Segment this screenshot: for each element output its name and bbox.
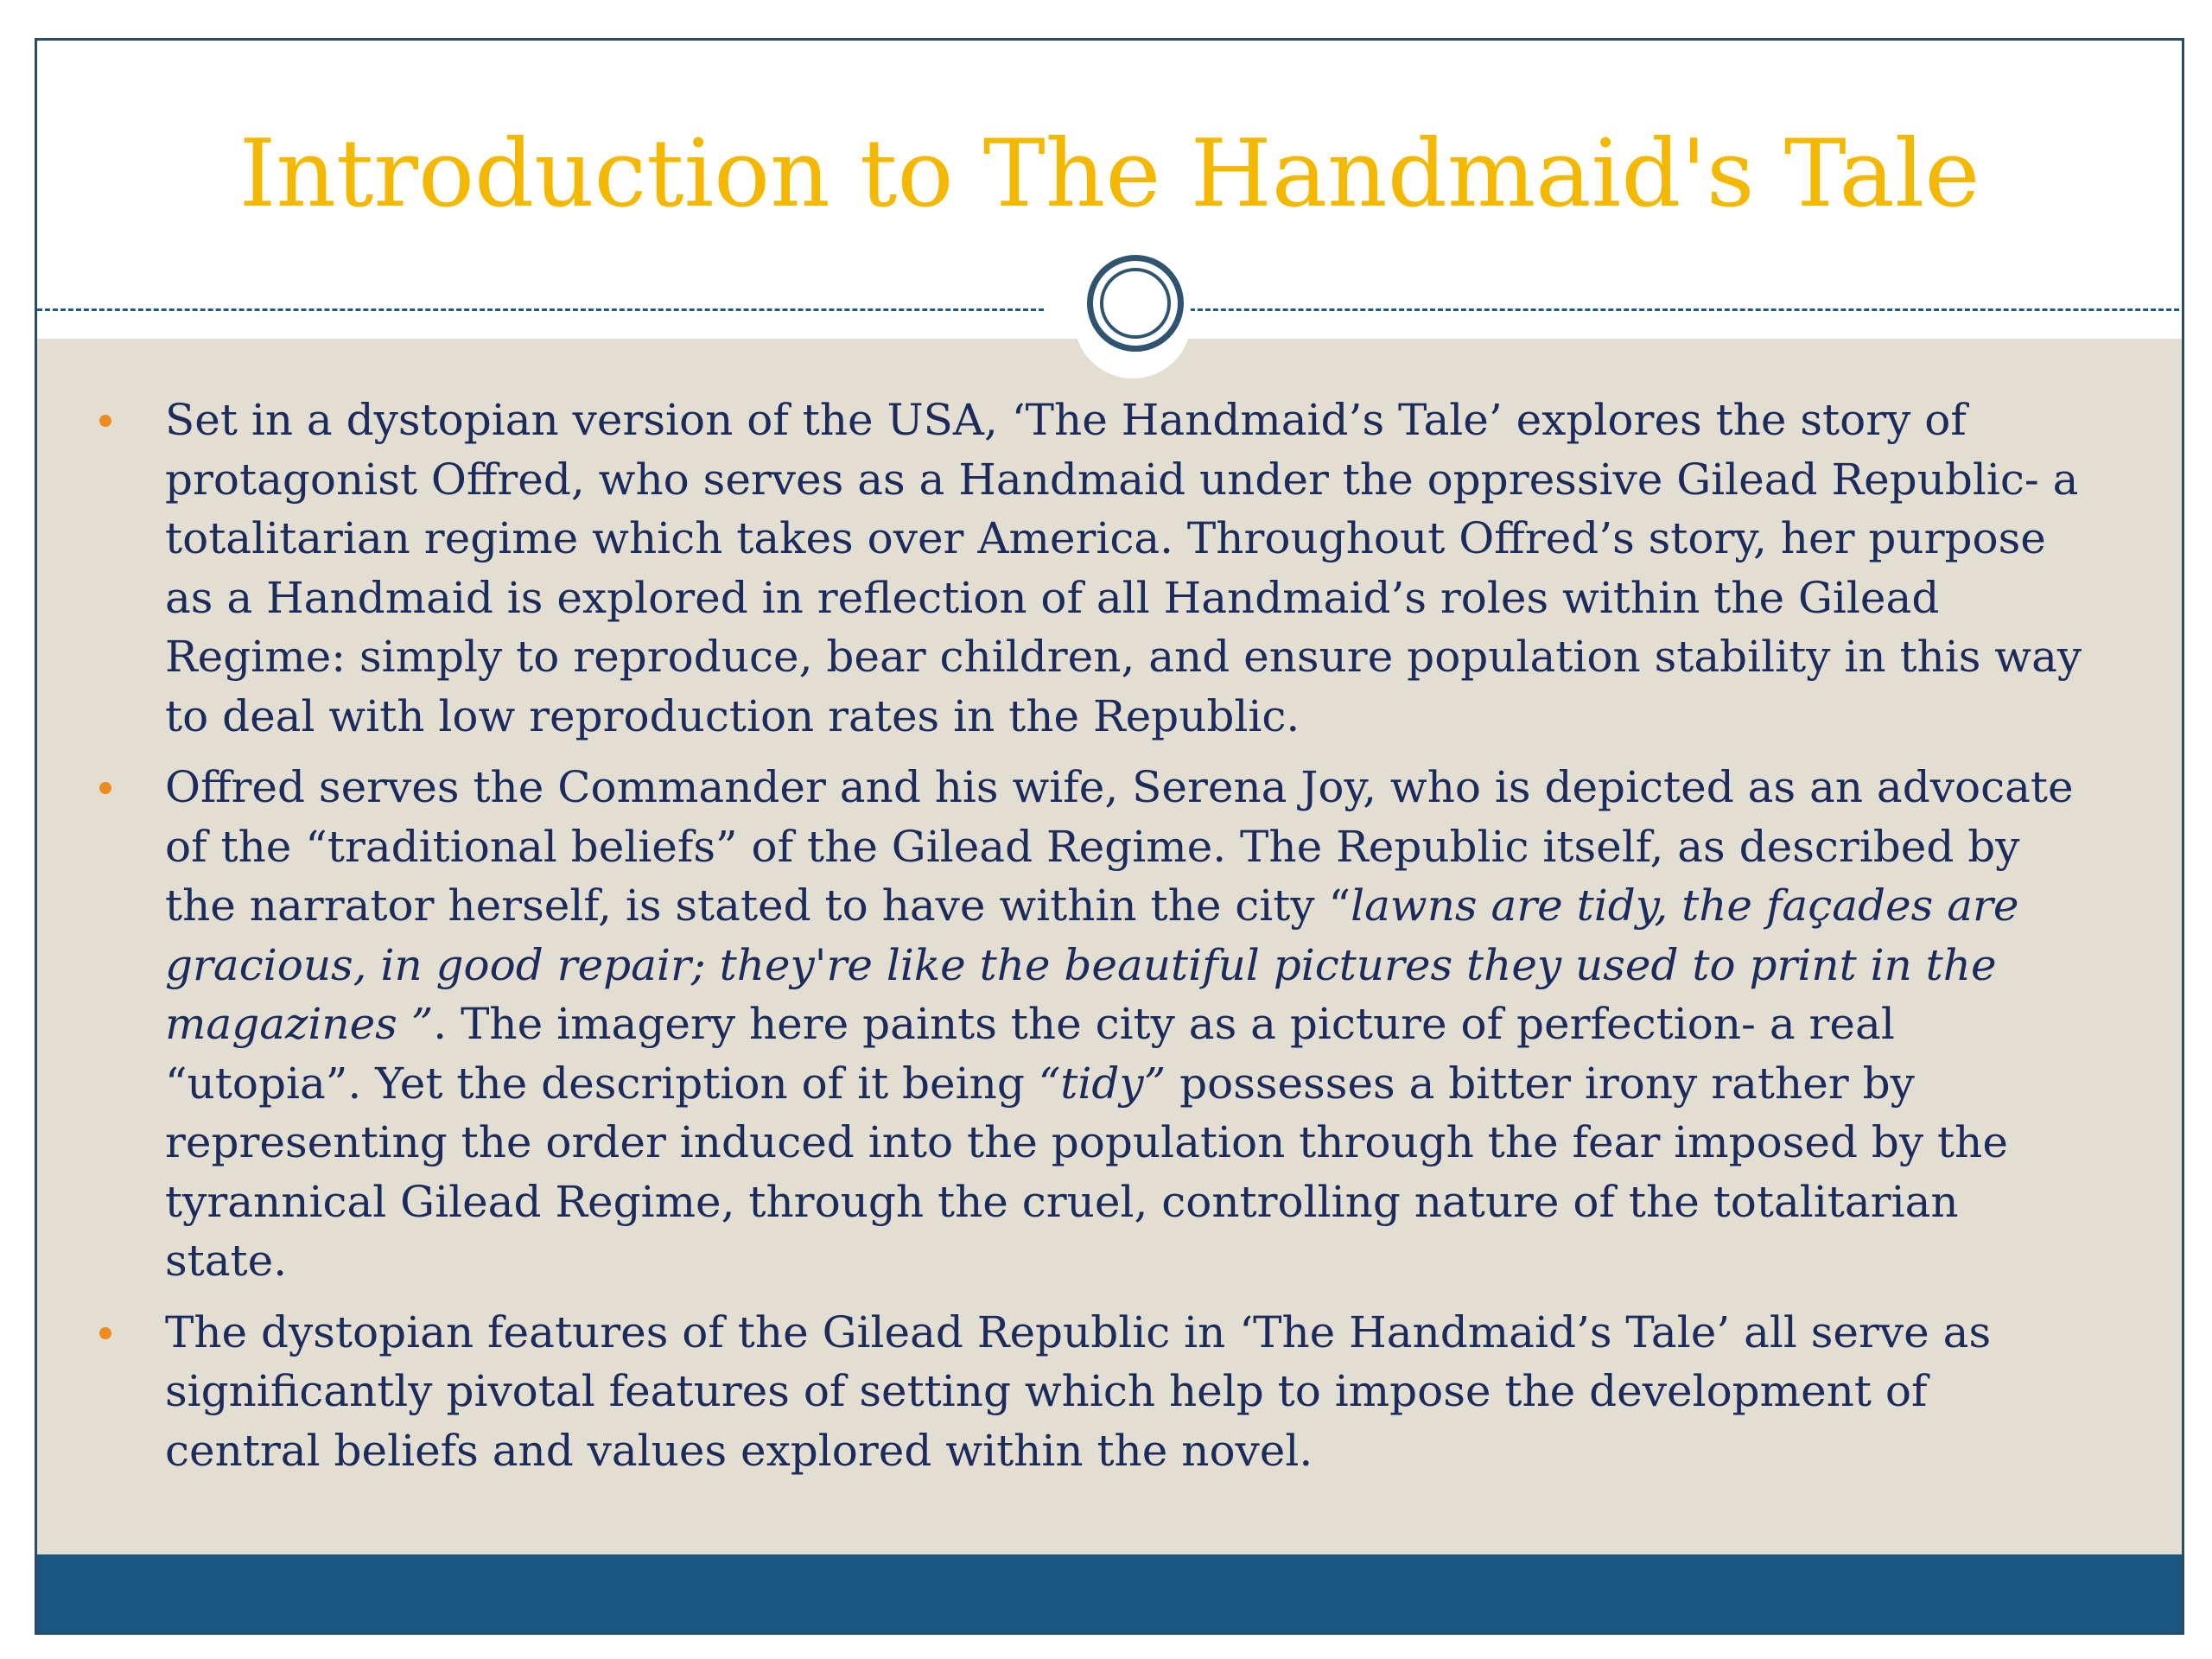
bullet-item-2 — [37, 758, 2111, 1291]
slide-title: Introduction to The Handmaid's Tale — [238, 120, 1980, 228]
bullet-text: The dystopian features of the Gilead Republic in ‘The Handmaid’s Tale’ all serve as significantly pivotal features of setting which help to impose the development of central beliefs and values explored within the novel. — [165, 1306, 1992, 1476]
bullet-text-part: . The imagery here paints the city as a picture of perfection- a real “utopia”. Yet the description of it being — [165, 999, 1895, 1109]
bullet-dot-icon — [99, 782, 111, 794]
slide — [35, 38, 2184, 1635]
bullet-text-part: possesses a bitter irony rather by representing the order induced into the population through the fear imposed by the tyrannical Gilead Regime, through the cruel, controlling nature of the totalitarian state. — [165, 1058, 2008, 1286]
circle-emblem-inner — [1100, 268, 1171, 339]
divider-left — [37, 308, 1044, 311]
divider-right — [1182, 308, 2184, 311]
bullet-item-3 — [37, 1303, 2111, 1481]
bullet-item-1 — [37, 391, 2111, 746]
bullet-quote-italic: lawns are tidy, the façades are gracious, in good repair; they're like the beautiful pictures they used to print in the magazines ” — [165, 880, 2019, 1049]
bullet-dot-icon — [99, 1327, 111, 1339]
bullet-text-part: Offred serves the Commander and his wife, Serena Joy, who is depicted as an advocate of the “traditional beliefs” of the Gilead Regime. The Republic itself, as described by the narrator herself, is stated to have within the city “ — [165, 762, 2074, 931]
circle-emblem-icon — [1087, 255, 1184, 352]
footer-band — [37, 1554, 2182, 1632]
bullet-list — [37, 391, 2111, 1492]
bullet-quote-italic: “tidy” — [1038, 1058, 1166, 1109]
bullet-text: Set in a dystopian version of the USA, ‘The Handmaid’s Tale’ explores the story of protagonist Offred, who serves as a Handmaid under the oppressive Gilead Republic- a totalitarian regime which takes over America. Throughout Offred’s story, her purpose as a Handmaid is explored in reflection of all Handmaid’s roles within the Gilead Regime: simply to reproduce, bear children, and ensure population stability in this way to deal with low reproduction rates in the Republic. — [165, 395, 2082, 741]
bullet-dot-icon — [99, 415, 111, 427]
